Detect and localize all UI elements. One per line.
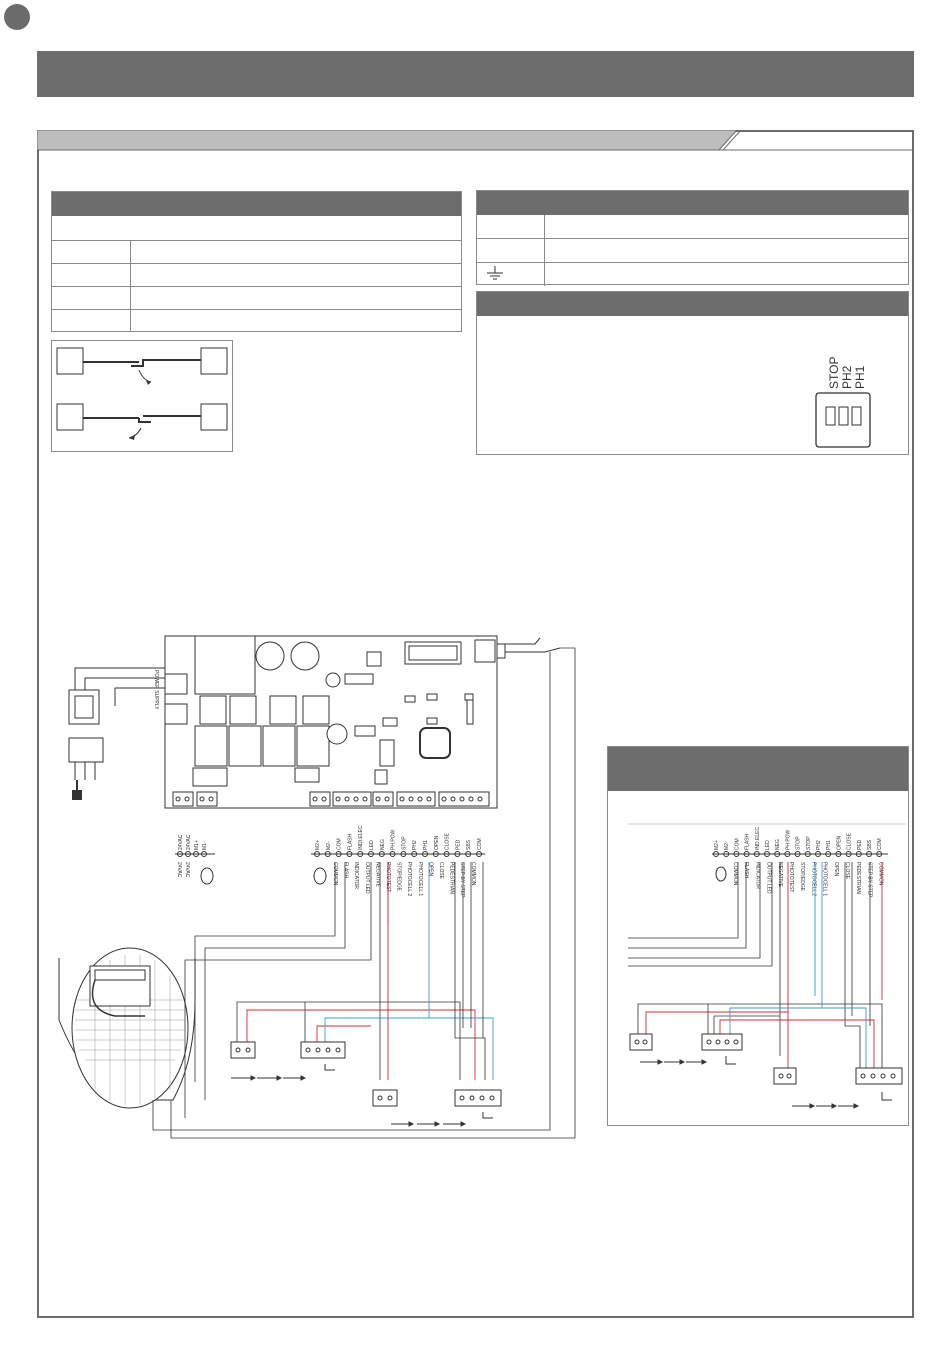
terminal-label: PH.POW [390,829,397,850]
terminal-label: PED [856,839,863,850]
terminal-label-under: FLASH [342,862,349,879]
dip-switch-panel [476,291,909,455]
table-row [52,263,461,286]
terminal-label: STOP [805,836,812,850]
dip-label-ph2: PH2 [840,365,854,389]
terminal-table-left-header [52,192,461,216]
table-row [477,215,908,238]
terminal-label: M2+ [714,840,720,850]
dip-label-stop: STOP [827,356,841,389]
terminal-label: COM [734,838,741,850]
terminal-label: IND.ELEC [754,826,761,850]
terminal-table-right [476,190,909,285]
terminal-label-under: STEP BY STEP [459,862,466,898]
terminal-label-under: NEGATIVE [776,862,783,887]
terminal-label-under: INDICATOR [353,862,360,890]
alternate-wiring-header [608,747,908,791]
terminal-label: FLASH [347,833,354,850]
table-row [52,309,461,332]
terminal-label-under: OUTPUT LED [363,862,370,894]
terminal-label-under: COMMON [332,862,338,886]
terminal-label-under: PHOTOCELL 1 [416,862,423,897]
terminal-label-under: OPEN [832,862,839,877]
alternate-wiring-diagram [620,820,910,1120]
section-tab-header [37,130,914,154]
contact-type-diagram [51,340,233,452]
terminal-label-under: COMMON [469,862,476,886]
terminal-label: PH1 [826,840,833,850]
dip-switch-diagram [812,337,882,452]
terminal-label: M2- [724,841,731,850]
terminal-label-under: PEDESTRIAN [855,862,862,894]
table-row [52,286,461,309]
table-row [477,238,908,262]
terminal-label: LED [369,840,375,850]
terminal-label: COM [477,838,483,850]
terminal-label-under: PHOTOTEST [385,862,391,893]
terminal-label-under: CLOSE [438,862,444,879]
terminal-label-under: PHOTOCELL 2 [406,862,413,897]
terminal-label: COM [877,838,884,850]
terminal-label-under: COMMON [732,862,738,886]
terminal-label: 24VAC [178,834,184,850]
terminal-label: M2- [325,841,332,850]
terminal-label-under: NEGATIVE [374,862,381,887]
terminal-label-under: STOP/EDGE [799,862,806,892]
terminal-label-under: 24VAC [176,862,182,878]
terminal-label: M2+ [315,840,321,850]
dip-switch-panel-header [477,292,908,316]
dip-label-ph1: PH1 [853,365,867,389]
terminal-label: FLASH [744,833,751,850]
terminal-label: SBS [867,839,873,850]
terminal-label-under: COMMON [877,862,884,886]
power-supply-label: POWER SUPPLY [153,670,159,710]
terminal-label: PH1 [423,840,429,850]
terminal-label-under: FLASH [743,862,750,879]
terminal-label-under: OPEN [427,862,434,877]
terminal-label: CLOSE [444,833,451,850]
terminal-label: NEG [379,839,386,850]
terminal-label-under: STEP BY STEP [866,862,873,898]
table-row [52,240,461,263]
page-marker-badge [4,4,30,30]
terminal-label-under: PHOTOCELL 1 [821,862,828,897]
table-row [477,262,908,286]
terminal-label: LED [765,840,771,850]
terminal-label: OPEN [836,835,843,850]
terminal-label: SBS [466,839,473,850]
terminal-label-under: CLOSE [844,862,850,879]
terminal-label-under: PHOTOTEST [788,862,794,893]
terminal-label-under: PEDESTRIAN [448,862,455,894]
terminal-table-left [51,191,462,332]
terminal-label: M1+ [194,840,200,850]
terminal-label: CLOSE [846,833,853,850]
ground-icon [485,266,505,282]
terminal-label: NEG [775,839,782,850]
terminal-table-right-header [477,191,908,215]
terminal-label: 24VAC [186,834,192,850]
terminal-label-under: 24VAC [184,862,190,878]
terminal-label: PH.POW [785,829,792,850]
terminal-label: COM [336,838,343,850]
terminal-label: PH2 [816,840,822,850]
terminal-label: PED [455,839,462,850]
terminal-table-left-caption [52,216,461,240]
terminal-label-under: OUTPUT LED [765,862,772,894]
terminal-label: STOP [401,836,408,850]
terminal-label: INDI.ELEC [358,825,365,850]
terminal-label-under: STOP/EDGE [395,862,402,892]
terminal-label: M1- [202,841,208,850]
terminal-label: STOP [795,836,802,850]
terminal-label-under: INDICATOR [754,862,761,890]
terminal-label: PH2 [412,840,419,850]
page-title-bar [37,51,914,97]
terminal-label-under: PHOTOCELL 2 [810,862,817,897]
terminal-label: OPEN [433,835,440,850]
main-wiring-diagram [55,630,615,1140]
